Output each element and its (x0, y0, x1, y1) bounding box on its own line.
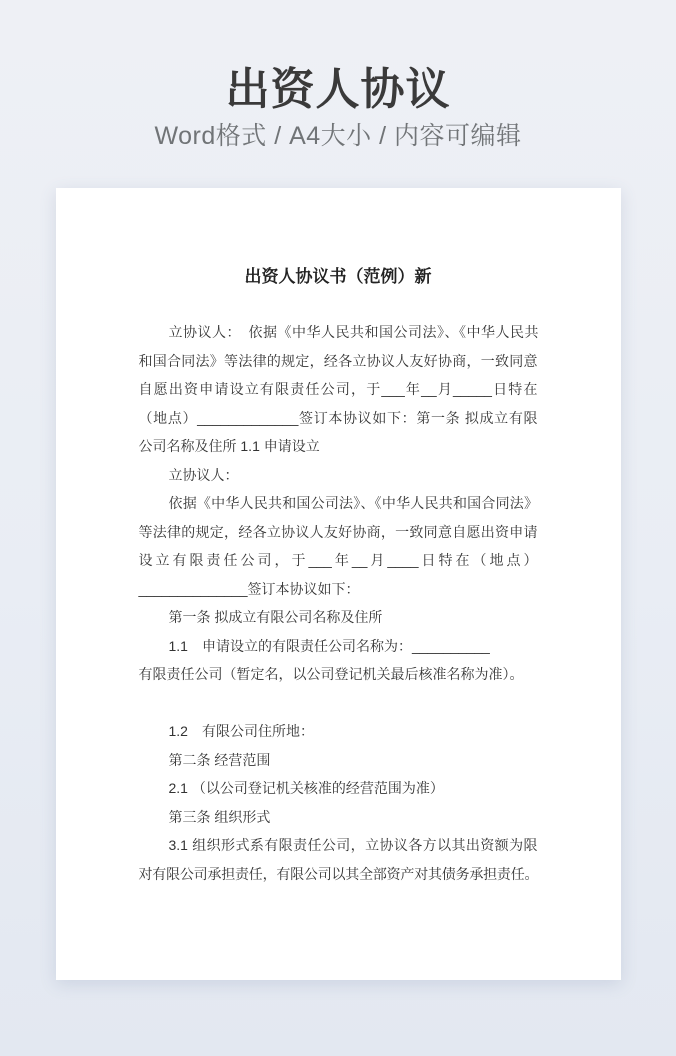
doc-line: 自愿出资申请设立有限责任公司，于___年__月_____日特在 (138, 381, 538, 397)
document-title: 出资人协议书（范例）新 (244, 267, 432, 286)
doc-line: 公司名称及住所 1.1 申请设立 (138, 438, 320, 454)
doc-line: 依据《中华人民共和国公司法》、《中华人民共和国合同法》 (168, 495, 538, 511)
doc-line: 对有限公司承担责任，有限公司以其全部资产对其债务承担责任。 (138, 865, 538, 882)
document-page (56, 188, 621, 980)
doc-line: 3.1 组织形式系有限责任公司，立协议各方以其出资额为限 (168, 837, 538, 853)
doc-line: ______________签订本协议如下： (138, 580, 360, 597)
doc-line: 第三条 组织形式 (168, 808, 271, 825)
page-subtitle: Word格式 / A4大小 / 内容可编辑 (154, 122, 522, 150)
doc-line: 立协议人： 依据《中华人民共和国公司法》、《中华人民共 (168, 324, 538, 340)
doc-line: 有限责任公司（暂定名，以公司登记机关最后核准名称为准）。 (138, 666, 524, 682)
header (0, 0, 676, 153)
document-body (139, 318, 538, 888)
doc-line: 第二条 经营范围 (168, 751, 271, 768)
doc-line: 第一条 拟成立有限公司名称及住所 (168, 609, 383, 625)
doc-line: 立协议人： (168, 466, 239, 483)
doc-line: （地点）_____________签订本协议如下：第一条 拟成立有限 (138, 409, 538, 426)
doc-line: 2.1 （以公司登记机关核准的经营范围为准） (168, 780, 444, 796)
doc-line: 1.2 有限公司住所地： (168, 723, 314, 739)
doc-line: 等法律的规定，经各立协议人友好协商，一致同意自愿出资申请 (138, 523, 538, 540)
page-title: 出资人协议 (225, 65, 451, 114)
doc-line: 和国合同法》等法律的规定，经各立协议人友好协商，一致同意 (138, 352, 538, 369)
doc-line: 设立有限责任公司，于___年__月____日特在（地点） (138, 552, 538, 568)
doc-blank-line (139, 689, 538, 718)
doc-line: 1.1 申请设立的有限责任公司名称为：__________ (168, 637, 490, 654)
